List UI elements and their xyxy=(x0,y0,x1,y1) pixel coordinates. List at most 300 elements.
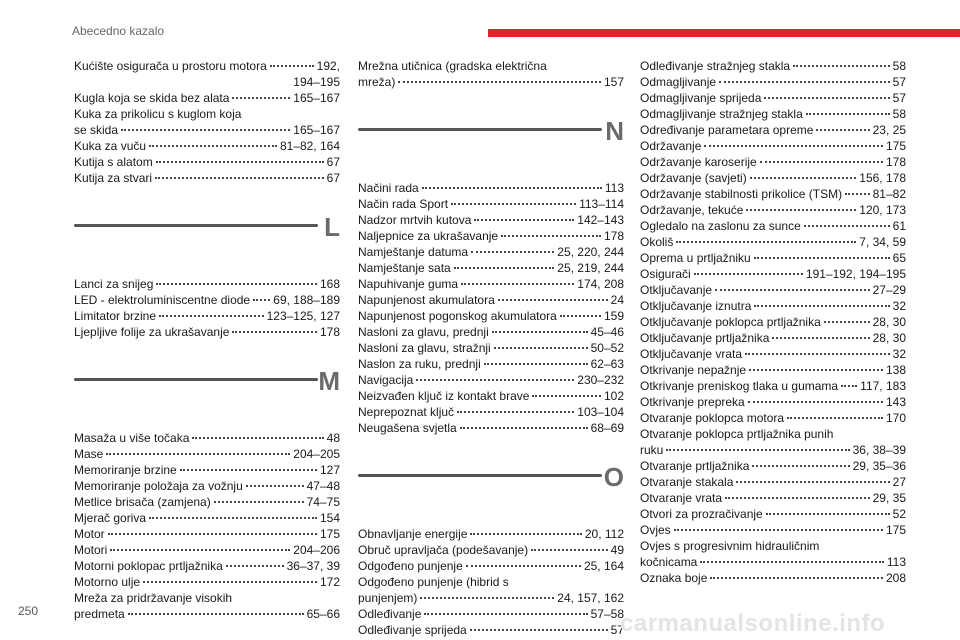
index-entry xyxy=(640,106,906,122)
entry-term: Otključavanje prtljažnika xyxy=(640,331,770,345)
entry-term: Otvaranje poklopca motora xyxy=(640,411,785,425)
entry-term: Održavanje karoserije xyxy=(640,155,757,169)
entry-pages: 49 xyxy=(610,543,624,557)
index-column-2 xyxy=(358,58,624,638)
entry-pages: 208 xyxy=(885,571,906,585)
entry-term: Neugašena svjetla xyxy=(358,421,457,435)
entry-pages: 74–75 xyxy=(306,495,340,509)
index-entry xyxy=(358,292,624,308)
index-entry xyxy=(640,346,906,362)
entry-pages: 113 xyxy=(604,181,624,195)
entry-term: Način rada Sport xyxy=(358,197,449,211)
entry-term: Motori xyxy=(74,543,108,557)
entry-pages: 204–206 xyxy=(293,543,340,557)
entry-pages: 36–37, 39 xyxy=(286,559,340,573)
index-entry xyxy=(640,122,906,138)
entry-term: Otključavanje poklopca prtljažnika xyxy=(640,315,821,329)
dot-leader xyxy=(121,129,290,131)
entry-pages: 170 xyxy=(885,411,906,425)
index-entry-line: Otvaranje poklopca prtljažnika punih xyxy=(640,427,834,441)
index-entry xyxy=(640,458,906,474)
entry-pages: 230–232 xyxy=(577,373,624,387)
entry-pages: 36, 38–39 xyxy=(852,443,906,457)
entry-pages: 127 xyxy=(319,463,340,477)
entry-term: Neprepoznat ključ xyxy=(358,405,455,419)
section-header xyxy=(74,212,340,270)
section-letter: M xyxy=(318,366,340,396)
entry-pages: 65–66 xyxy=(306,607,340,621)
dot-leader xyxy=(560,315,601,317)
entry-term: Ovjes xyxy=(640,523,671,537)
entry-pages-continued: 194–195 xyxy=(293,75,340,89)
dot-leader xyxy=(760,161,883,163)
index-entry xyxy=(358,308,624,324)
entry-pages: 50–52 xyxy=(590,341,624,355)
entry-pages: 165–167 xyxy=(293,91,340,105)
entry-term: Masaža u više točaka xyxy=(74,431,190,445)
index-entry xyxy=(358,590,624,606)
entry-term: Nadzor mrtvih kutova xyxy=(358,213,472,227)
index-entry xyxy=(640,186,906,202)
dot-leader xyxy=(420,597,554,599)
section-header xyxy=(358,462,624,520)
entry-pages: 67 xyxy=(326,171,340,185)
dot-leader xyxy=(253,299,270,301)
dot-leader xyxy=(804,225,890,227)
index-entry xyxy=(74,462,340,478)
index-entry xyxy=(358,340,624,356)
entry-pages: 27–29 xyxy=(872,283,906,297)
index-entry xyxy=(358,196,624,212)
index-entry xyxy=(640,378,906,394)
index-entry xyxy=(640,170,906,186)
entry-pages: 7, 34, 59 xyxy=(859,235,906,249)
entry-term: Odleđivanje stražnjeg stakla xyxy=(640,59,791,73)
dot-leader xyxy=(676,241,856,243)
index-entry xyxy=(640,154,906,170)
dot-leader xyxy=(424,613,587,615)
dot-leader xyxy=(192,437,323,439)
index-entry xyxy=(74,542,340,558)
entry-pages: 143 xyxy=(885,395,906,409)
entry-term: Neizvađen ključ iz kontakt brave xyxy=(358,389,530,403)
entry-term: Otključavanje iznutra xyxy=(640,299,752,313)
entry-term: Naljepnice za ukrašavanje xyxy=(358,229,499,243)
entry-term: LED - elektroluminiscentne diode xyxy=(74,293,251,307)
dot-leader xyxy=(156,283,317,285)
index-entry xyxy=(358,420,624,436)
dot-leader xyxy=(700,561,884,563)
entry-term: Osigurači xyxy=(640,267,691,281)
dot-leader xyxy=(764,97,889,99)
entry-term: Odmagljivanje sprijeda xyxy=(640,91,762,105)
index-entry xyxy=(640,554,906,570)
index-entry xyxy=(640,474,906,490)
entry-pages: 25, 220, 244 xyxy=(557,245,624,259)
entry-pages: 174, 208 xyxy=(577,277,624,291)
dot-leader xyxy=(532,395,601,397)
dot-leader xyxy=(474,219,574,221)
entry-term: se skida xyxy=(74,123,119,137)
dot-leader xyxy=(159,315,264,317)
index-entry xyxy=(358,622,624,638)
index-entry xyxy=(74,430,340,446)
entry-term: Otključavanje xyxy=(640,283,713,297)
entry-term: Limitator brzine xyxy=(74,309,157,323)
dot-leader xyxy=(246,485,304,487)
entry-term: Otkrivanje preniskog tlaka u gumama xyxy=(640,379,839,393)
entry-term: Odleđivanje sprijeda xyxy=(358,623,467,637)
entry-term: Napuhivanje guma xyxy=(358,277,459,291)
entry-pages: 24 xyxy=(610,293,624,307)
entry-pages: 178 xyxy=(885,155,906,169)
entry-pages: 25, 219, 244 xyxy=(557,261,624,275)
dot-leader xyxy=(694,273,803,275)
dot-leader xyxy=(232,97,290,99)
index-entry xyxy=(358,228,624,244)
index-entry xyxy=(358,74,624,90)
entry-term: Održavanje xyxy=(640,139,702,153)
entry-term: Ljepljive folije za ukrašavanje xyxy=(74,325,230,339)
dot-leader xyxy=(750,177,857,179)
dot-leader xyxy=(232,331,317,333)
index-entry xyxy=(640,410,906,426)
index-entry xyxy=(640,506,906,522)
dot-leader xyxy=(451,203,576,205)
index-entry xyxy=(358,372,624,388)
index-entry xyxy=(358,324,624,340)
index-entry xyxy=(640,90,906,106)
index-entry xyxy=(358,388,624,404)
section-letter: O xyxy=(603,462,624,492)
entry-pages: 58 xyxy=(892,59,906,73)
index-entry xyxy=(640,266,906,282)
dot-leader xyxy=(841,385,857,387)
entry-pages: 29, 35 xyxy=(872,491,906,505)
index-entry xyxy=(74,324,340,340)
index-entry xyxy=(640,362,906,378)
entry-term: Obnavljanje energije xyxy=(358,527,468,541)
index-entry xyxy=(358,276,624,292)
dot-leader xyxy=(754,305,889,307)
entry-pages: 57 xyxy=(610,623,624,637)
dot-leader xyxy=(143,581,317,583)
dot-leader xyxy=(666,449,849,451)
entry-term: Nasloni za glavu, prednji xyxy=(358,325,489,339)
dot-leader xyxy=(422,187,602,189)
dot-leader xyxy=(270,65,314,67)
dot-leader xyxy=(110,549,290,551)
entry-term: Memoriranje položaja za vožnju xyxy=(74,479,243,493)
index-entry xyxy=(74,154,340,170)
dot-leader xyxy=(128,613,304,615)
index-entry xyxy=(640,298,906,314)
index-entry xyxy=(358,606,624,622)
dot-leader xyxy=(793,65,890,67)
index-entry xyxy=(640,74,906,90)
index-entry xyxy=(358,526,624,542)
dot-leader xyxy=(710,577,883,579)
dot-leader xyxy=(845,193,870,195)
entry-term: Odleđivanje xyxy=(358,607,422,621)
entry-term: kočnicama xyxy=(640,555,698,569)
section-letter: N xyxy=(605,116,624,146)
index-entry xyxy=(74,606,340,622)
dot-leader xyxy=(457,411,574,413)
dot-leader xyxy=(494,347,588,349)
header-accent-bar xyxy=(488,29,960,37)
section-divider xyxy=(74,224,318,227)
dot-leader xyxy=(715,289,870,291)
entry-term: Otključavanje vrata xyxy=(640,347,743,361)
dot-leader xyxy=(816,129,869,131)
index-entry-line: Kuka za prikolicu s kuglom koja xyxy=(74,107,242,121)
dot-leader xyxy=(748,401,883,403)
index-entry xyxy=(640,314,906,330)
entry-term: Mjerač goriva xyxy=(74,511,147,525)
entry-term: Kugla koja se skida bez alata xyxy=(74,91,230,105)
entry-pages: 69, 188–189 xyxy=(273,293,340,307)
entry-pages: 154 xyxy=(319,511,340,525)
entry-pages: 67 xyxy=(326,155,340,169)
index-column-3 xyxy=(640,58,906,586)
entry-term: Metlice brisača (zamjena) xyxy=(74,495,211,509)
dot-leader xyxy=(416,379,574,381)
entry-pages: 58 xyxy=(892,107,906,121)
entry-pages: 156, 178 xyxy=(859,171,906,185)
dot-leader xyxy=(806,113,890,115)
dot-leader xyxy=(749,369,883,371)
entry-term: Održavanje, tekuće xyxy=(640,203,744,217)
index-entry-line: Ovjes s progresivnim hidrauličnim xyxy=(640,539,820,553)
index-entry xyxy=(358,558,624,574)
entry-term: Odmagljivanje xyxy=(640,75,717,89)
dot-leader xyxy=(156,161,324,163)
dot-leader xyxy=(108,533,317,535)
dot-leader xyxy=(746,209,856,211)
entry-term: Oprema u prtljažniku xyxy=(640,251,751,265)
entry-term: Namještanje sata xyxy=(358,261,451,275)
dot-leader xyxy=(736,481,889,483)
entry-term: Oznaka boje xyxy=(640,571,708,585)
dot-leader xyxy=(824,321,870,323)
index-entry xyxy=(640,218,906,234)
dot-leader xyxy=(674,529,883,531)
entry-pages: 175 xyxy=(319,527,340,541)
dot-leader xyxy=(745,353,890,355)
entry-pages: 123–125, 127 xyxy=(266,309,340,323)
entry-term: predmeta xyxy=(74,607,125,621)
dot-leader xyxy=(214,501,304,503)
index-entry xyxy=(640,330,906,346)
dot-leader xyxy=(466,565,581,567)
entry-pages: 65 xyxy=(892,251,906,265)
dot-leader xyxy=(498,299,608,301)
entry-pages: 191–192, 194–195 xyxy=(805,267,906,281)
entry-pages: 24, 157, 162 xyxy=(557,591,624,605)
dot-leader xyxy=(752,465,849,467)
section-header xyxy=(358,116,624,174)
index-entry xyxy=(640,442,906,458)
entry-pages: 57–58 xyxy=(590,607,624,621)
entry-term: ruku xyxy=(640,443,664,457)
index-entry xyxy=(640,490,906,506)
entry-pages: 117, 183 xyxy=(860,379,906,393)
entry-term: Okoliš xyxy=(640,235,674,249)
entry-pages: 120, 173 xyxy=(859,203,906,217)
entry-pages: 204–205 xyxy=(293,447,340,461)
entry-term: Mase xyxy=(74,447,104,461)
index-entry xyxy=(358,542,624,558)
index-entry xyxy=(74,90,340,106)
entry-term: Odmagljivanje stražnjeg stakla xyxy=(640,107,803,121)
dot-leader xyxy=(470,629,608,631)
entry-term: Održavanje stabilnosti prikolice (TSM) xyxy=(640,187,843,201)
entry-term: Odgođeno punjenje xyxy=(358,559,463,573)
index-entry-line: Mrežna utičnica (gradska električna xyxy=(358,59,547,73)
section-divider xyxy=(358,474,602,477)
entry-pages: 192, xyxy=(316,59,340,73)
index-entry xyxy=(74,292,340,308)
index-entry xyxy=(640,522,906,538)
entry-pages: 168 xyxy=(319,277,340,291)
entry-pages: 178 xyxy=(603,229,624,243)
entry-pages: 113–114 xyxy=(579,197,624,211)
index-entry-line: Mreža za pridržavanje visokih xyxy=(74,591,233,605)
index-entry xyxy=(358,260,624,276)
entry-term: Otvori za prozračivanje xyxy=(640,507,763,521)
entry-term: Nasloni za glavu, stražnji xyxy=(358,341,491,355)
index-entry xyxy=(640,58,906,74)
entry-term: Memoriranje brzine xyxy=(74,463,177,477)
index-entry xyxy=(74,574,340,590)
entry-pages: 68–69 xyxy=(590,421,624,435)
index-entry xyxy=(358,244,624,260)
index-entry xyxy=(74,494,340,510)
index-entry xyxy=(640,234,906,250)
entry-pages: 27 xyxy=(892,475,906,489)
entry-term: Održavanje (savjeti) xyxy=(640,171,747,185)
entry-pages: 57 xyxy=(892,91,906,105)
index-entry xyxy=(640,282,906,298)
index-entry xyxy=(74,138,340,154)
entry-pages: 28, 30 xyxy=(872,315,906,329)
entry-term: Otvaranje prtljažnika xyxy=(640,459,750,473)
entry-term: Naslon za ruku, prednji xyxy=(358,357,481,371)
entry-term: Kućište osigurača u prostoru motora xyxy=(74,59,267,73)
dot-leader xyxy=(787,417,883,419)
entry-term: Motor xyxy=(74,527,105,541)
entry-term: Namještanje datuma xyxy=(358,245,469,259)
dot-leader xyxy=(106,453,290,455)
index-entry xyxy=(358,212,624,228)
entry-term: Otkrivanje nepažnje xyxy=(640,363,747,377)
dot-leader xyxy=(470,533,581,535)
entry-term: Napunjenost pogonskog akumulatora xyxy=(358,309,557,323)
entry-term: Kutija s alatom xyxy=(74,155,153,169)
entry-pages: 159 xyxy=(603,309,624,323)
section-divider xyxy=(74,378,318,381)
dot-leader xyxy=(772,337,869,339)
index-entry xyxy=(640,250,906,266)
watermark: carmanualsonline.info xyxy=(620,610,886,637)
entry-term: Motorno ulje xyxy=(74,575,141,589)
entry-term: Lanci za snijeg xyxy=(74,277,154,291)
entry-pages: 48 xyxy=(326,431,340,445)
index-entry xyxy=(74,308,340,324)
entry-term: Kuka za vuču xyxy=(74,139,147,153)
index-entry xyxy=(358,404,624,420)
entry-term: Napunjenost akumulatora xyxy=(358,293,495,307)
section-header xyxy=(74,366,340,424)
entry-term: Navigacija xyxy=(358,373,414,387)
entry-term: Određivanje parametara opreme xyxy=(640,123,814,137)
dot-leader xyxy=(754,257,890,259)
index-entry xyxy=(74,122,340,138)
entry-pages: 113 xyxy=(886,555,906,569)
index-entry xyxy=(640,138,906,154)
dot-leader xyxy=(484,363,588,365)
entry-pages: 23, 25 xyxy=(872,123,906,137)
dot-leader xyxy=(492,331,588,333)
dot-leader xyxy=(704,145,883,147)
entry-pages: 28, 30 xyxy=(872,331,906,345)
entry-pages: 81–82 xyxy=(872,187,906,201)
dot-leader xyxy=(155,177,324,179)
dot-leader xyxy=(149,145,277,147)
entry-term: Otvaranje stakala xyxy=(640,475,734,489)
entry-pages: 61 xyxy=(892,219,906,233)
index-entry-line: Odgođeno punjenje (hibrid s xyxy=(358,575,509,589)
dot-leader xyxy=(471,251,554,253)
dot-leader xyxy=(460,427,588,429)
dot-leader xyxy=(531,549,608,551)
entry-pages: 138 xyxy=(885,363,906,377)
dot-leader xyxy=(461,283,574,285)
entry-term: Otkrivanje prepreka xyxy=(640,395,745,409)
entry-term: mreža) xyxy=(358,75,396,89)
entry-term: Ogledalo na zaslonu za sunce xyxy=(640,219,801,233)
entry-pages: 29, 35–36 xyxy=(852,459,906,473)
index-entry xyxy=(74,170,340,186)
index-entry xyxy=(74,276,340,292)
dot-leader xyxy=(180,469,317,471)
entry-term: Načini rada xyxy=(358,181,419,195)
index-entry xyxy=(74,510,340,526)
entry-term: Kutija za stvari xyxy=(74,171,153,185)
entry-pages: 25, 164 xyxy=(583,559,624,573)
entry-pages: 172 xyxy=(319,575,340,589)
entry-pages: 103–104 xyxy=(577,405,624,419)
dot-leader xyxy=(501,235,601,237)
entry-pages: 32 xyxy=(892,347,906,361)
entry-pages: 102 xyxy=(603,389,624,403)
page-header-title: Abecedno kazalo xyxy=(72,24,165,38)
index-entry xyxy=(74,446,340,462)
section-divider xyxy=(358,128,602,131)
index-entry xyxy=(74,478,340,494)
dot-leader xyxy=(766,513,890,515)
entry-pages: 20, 112 xyxy=(584,527,624,541)
entry-pages: 81–82, 164 xyxy=(279,139,340,153)
entry-term: Motorni poklopac prtljažnika xyxy=(74,559,223,573)
entry-pages: 47–48 xyxy=(306,479,340,493)
entry-pages: 157 xyxy=(603,75,624,89)
entry-term: Otvaranje vrata xyxy=(640,491,723,505)
page-number: 250 xyxy=(18,604,39,618)
entry-term: Obruč upravljača (podešavanje) xyxy=(358,543,529,557)
index-entry xyxy=(640,394,906,410)
